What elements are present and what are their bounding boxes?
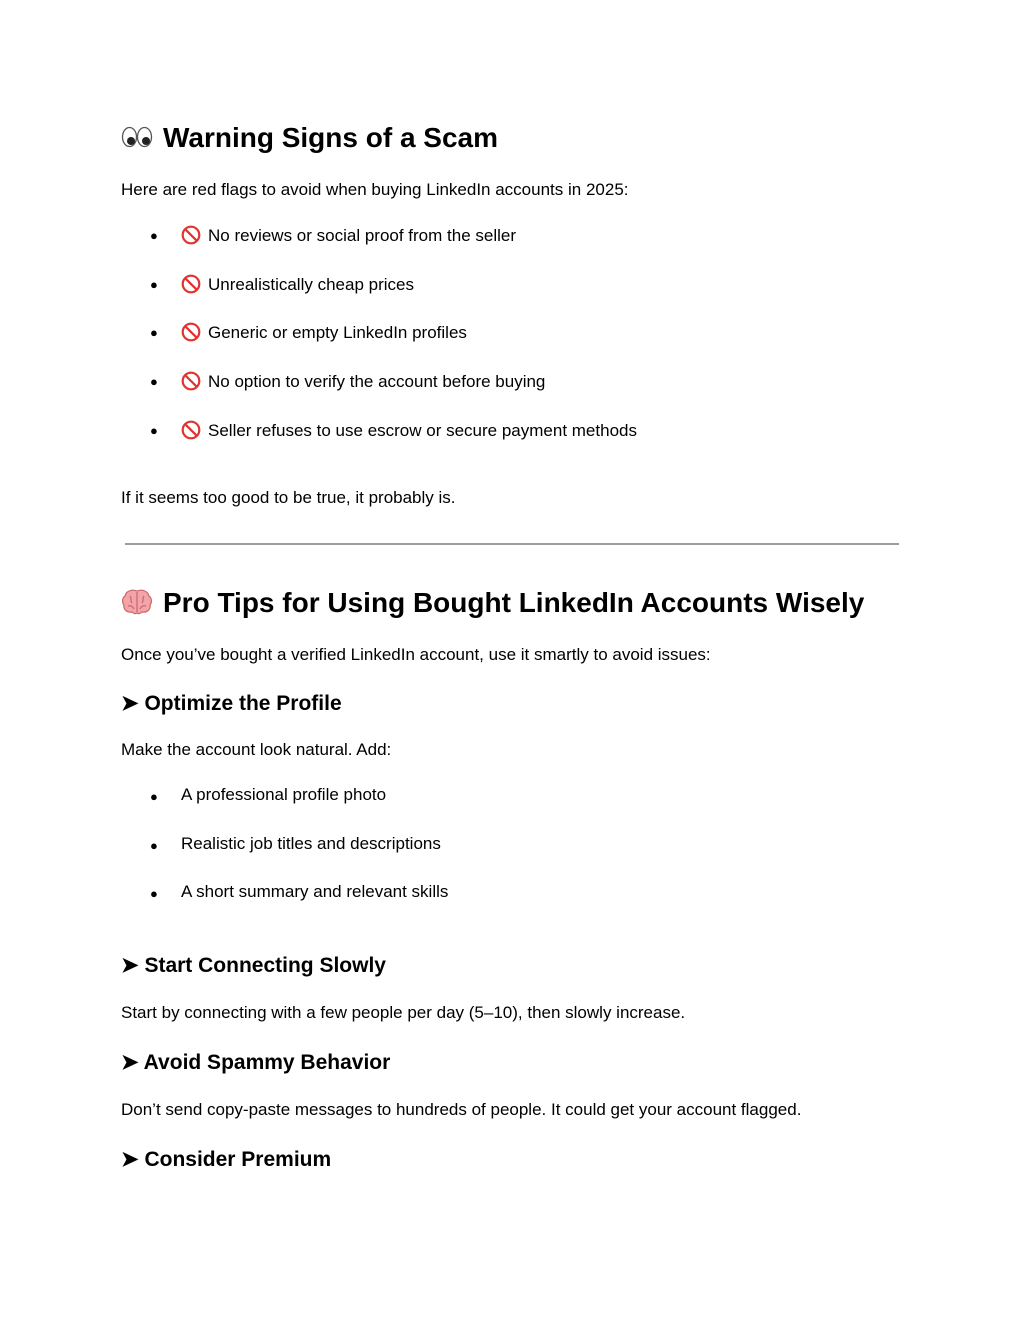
list-item-content [181, 274, 414, 294]
subheading-consider-premium [121, 1149, 331, 1170]
list-item-text: Seller refuses to use escrow or secure payment methods [208, 421, 637, 440]
subheading-start-connecting [121, 955, 386, 976]
list-bullet: ● [150, 423, 158, 438]
list-item-content [181, 225, 516, 245]
section-heading-text: Warning Signs of a Scam [163, 122, 499, 153]
list-item-content [181, 420, 637, 440]
subheading-optimize-profile [121, 693, 342, 714]
list-item-text: Realistic job titles and descriptions [181, 834, 441, 853]
arrow-icon: ➤ [121, 954, 139, 977]
list-item-text: No reviews or social proof from the seller [208, 226, 517, 245]
prohibited-icon [181, 420, 201, 440]
list-bullet: ● [150, 325, 158, 340]
subheading-text: Optimize the Profile [144, 692, 342, 715]
paragraph-intro-pro-tips: Once you’ve bought a verified LinkedIn account, use it smartly to avoid issues: [121, 645, 711, 664]
prohibited-icon [181, 371, 201, 391]
list-bullet: ● [150, 228, 158, 243]
paragraph-avoid-spam: Don’t send copy-paste messages to hundreds of people. It could get your account flagged. [121, 1100, 802, 1119]
arrow-icon: ➤ [121, 1051, 139, 1074]
arrow-icon: ➤ [121, 1148, 139, 1171]
eyes-icon [121, 123, 153, 151]
subheading-text: Start Connecting Slowly [144, 954, 386, 977]
section-heading-warning [121, 123, 498, 152]
section-heading-text: Pro Tips for Using Bought LinkedIn Accounts Wisely [163, 587, 865, 618]
list-item-text: Unrealistically cheap prices [208, 275, 414, 294]
subheading-text: Consider Premium [144, 1148, 332, 1171]
paragraph-optimize: Make the account look natural. Add: [121, 740, 392, 759]
list-item-content [181, 371, 545, 391]
brain-icon [121, 588, 153, 616]
paragraph-intro-warning: Here are red flags to avoid when buying LinkedIn accounts in 2025: [121, 180, 629, 199]
list-bullet: ● [150, 374, 158, 389]
paragraph-start-connecting: Start by connecting with a few people per day (5–10), then slowly increase. [121, 1003, 686, 1022]
list-item-text: A short summary and relevant skills [181, 882, 449, 901]
prohibited-icon [181, 322, 201, 342]
list-bullet: ● [150, 789, 158, 804]
arrow-icon: ➤ [121, 692, 139, 715]
list-item-text: Generic or empty LinkedIn profiles [208, 323, 467, 342]
list-item-text: A professional profile photo [181, 785, 387, 804]
prohibited-icon [181, 225, 201, 245]
list-item-content [181, 322, 467, 342]
horizontal-divider [125, 543, 899, 545]
list-bullet: ● [150, 886, 158, 901]
list-bullet: ● [150, 838, 158, 853]
subheading-avoid-spam [121, 1052, 390, 1073]
section-heading-pro-tips [121, 588, 864, 617]
list-bullet: ● [150, 277, 158, 292]
paragraph-closing-warning: If it seems too good to be true, it probably is. [121, 488, 456, 507]
list-item-text: No option to verify the account before buying [208, 372, 546, 391]
prohibited-icon [181, 274, 201, 294]
subheading-text: Avoid Spammy Behavior [143, 1051, 391, 1074]
